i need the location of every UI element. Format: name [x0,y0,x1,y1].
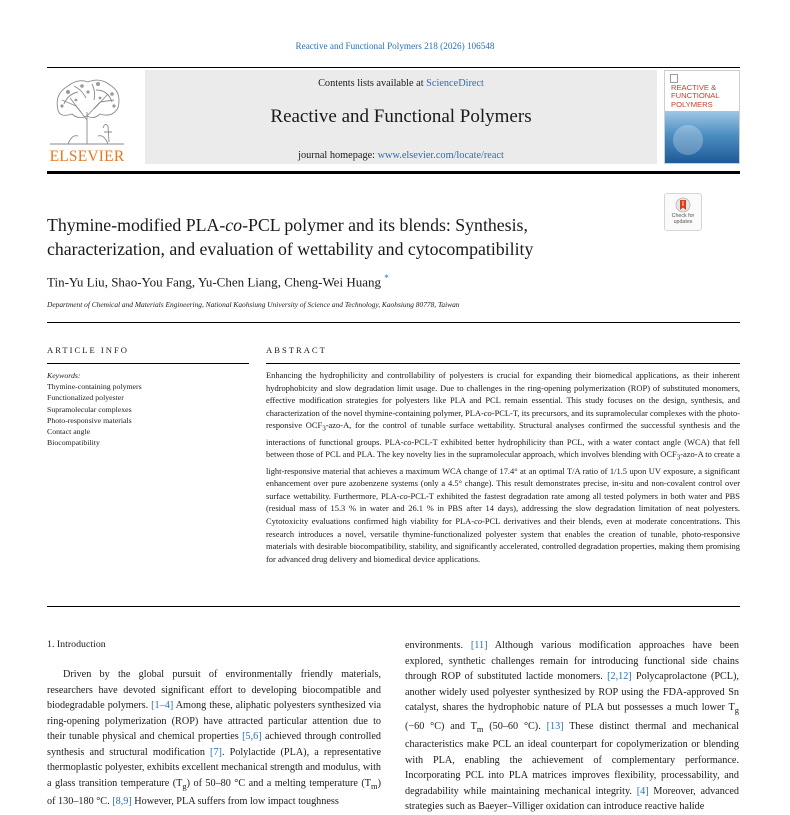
check-for-updates-button[interactable] [664,193,702,231]
check-updates-line: updates [673,218,693,225]
reference-link[interactable]: [1–4] [151,700,174,711]
elsevier-wordmark: ELSEVIER [49,148,125,165]
journal-homepage-link[interactable]: www.elsevier.com/locate/react [377,150,504,161]
check-updates-line: Check for [671,213,695,219]
body-text: These distinct thermal and mechanical characteristics make PCL an ideal counterpart for copolymerization or blending with PLA, enabling the achievement of complementary performance. Incorporating PCL into PLA matrices improves flexibility, processability, and degradability while maintaining mechanical integrity. [405,720,740,797]
author-name[interactable]: Shao-You Fang [111,274,192,290]
body-text: Moreover, advanced strategies such as Baeyer–Villiger oxidation can introduce reactive halide [405,785,739,813]
introduction-heading: 1. Introduction [47,639,106,650]
abstract-rule [266,363,740,364]
body-text: Polycaprolactone (PCL), another widely used polyester synthesized by ROP using the FDA-approved Sn catalyst, shares the hydrophobic nature of PLA but possesses a much lower T [405,671,739,713]
reference-link[interactable]: [13] [546,720,564,732]
keyword: Functionalized polyester [47,393,124,403]
cover-image [665,111,739,163]
header-bottom-rule [47,171,740,174]
header-top-rule [47,67,740,68]
check-updates-label [665,214,701,226]
abstract-heading: ABSTRACT [266,345,327,355]
reference-link[interactable]: [4] [636,785,649,797]
sciencedirect-link[interactable]: ScienceDirect [426,78,484,89]
title-part: -PCL polymer and its blends: Synthesis, [242,215,528,235]
author-name[interactable]: Cheng-Wei Huang [284,274,381,290]
body-text: ) of 50–80 °C and a melting temperature (T [186,777,371,789]
abstract-text: Enhancing the hydrophilicity and controllability of polyesters is crucial for expanding their biomedical applications, as their inherent hydrophobicity and slow degradation limit usage. Due to challenges in the ring-opening polymerization (ROP) of substituted monomers, effective modification strategies for polyesters like PLA and PCL remain essential. This study focuses on the design, synthesis, and characterization of the novel thymine-containing polymer, PLA-co-PCL-T, its precursors, and its supramolecular complexes with the photo-responsive $OCF_3-azo-A$, for the control of tunable surface wettability. Structural analyses confirmed the successful synthesis and the interactions of functional groups. PLA-co-PCL-T exhibited better hydrophilicity than PCL, with a water contact angle (WCA) that fell between those of PCL and PLA. The key novelty lies in the supramolecular approach, which involves blending with $OCF_3-azo-A$ to create a light-responsive material that achieves a maximum WCA change of 17.4° at an optimal T/A ratio of 1/1.5 upon UV exposure, a significant enhancement over pure azobenzene systems (only a 4.5° change). This result demonstrates precise, in-situ and non-covalent control over surface wettability. Furthermore, PLA-co-PCL-T exhibited the fastest degradation rate among all tested polymers in both water and PBS (residual mass of 15.3 % in water and 26.1 % in PBS after 14 days), addressing the slow degradation limitation of neat polyesters. Cytotoxicity evaluations confirmed high viability for PLA-co-PCL derivatives and their blends, even at moderate concentrations. This research introduces a novel, versatile thymine-functionalized polyester system that enables the creation of tunable, photo-responsive materials with desirable biocompatibility, stability, and significantly accelerated, controlled degradation properties, making them promising for advanced drug delivery and biomedical device applications. [266,370,741,564]
check-updates-icon [675,197,691,214]
corresponding-author-mark[interactable]: * [384,273,389,283]
subscript: m [476,723,484,734]
author-affiliation: Department of Chemical and Materials Engineering, National Kaohsiung University of Science and Technology, Kaohsiung 80778, Taiwan [47,300,460,309]
article-info-heading: ARTICLE INFO [47,345,129,355]
cover-title-line: REACTIVE & [671,83,717,92]
journal-cover-thumbnail[interactable] [664,70,740,164]
journal-title: Reactive and Functional Polymers [270,106,532,127]
article-title [47,213,637,261]
journal-masthead [145,70,657,164]
introduction-column-left [47,667,381,810]
journal-citation-link[interactable]: Reactive and Functional Polymers 218 (2026) 106548 [295,41,495,51]
reference-link[interactable]: [2,12] [607,671,632,682]
article-info-rule [47,363,249,364]
keyword: Thymine-containing polymers [47,382,142,392]
subscript: g [182,780,187,791]
keywords-block [47,370,247,448]
abstract-end-rule [47,606,740,607]
body-text: However, PLA suffers from low impact toughness [131,796,339,808]
body-text: Driven by the global pursuit of environmentally friendly materials, researchers have devoted significant effort to developing biocompatible and biodegradable polymers. [47,669,381,711]
contents-availability-line [145,78,657,89]
homepage-prefix: journal homepage: [298,150,378,161]
cover-title-line: POLYMERS [671,99,713,109]
body-text: . Polylactide (PLA), a representative thermoplastic polyester, exhibits excellent mechanical strength and modulus, with a glass transition temperature (T [47,746,381,789]
body-text: (50–60 °C). [483,720,547,732]
reference-link[interactable]: [8,9] [112,796,132,808]
cover-publisher-mark [670,74,678,83]
section-divider [47,322,740,323]
cover-title [671,84,737,109]
elsevier-tree-icon [48,76,126,146]
cover-title-line: FUNCTIONAL [671,91,720,101]
reference-link[interactable]: [7] [210,746,222,758]
elsevier-logo[interactable] [46,76,128,164]
journal-homepage-line [145,150,657,161]
title-part: Thymine-modified PLA- [47,215,226,235]
introduction-column-right [405,638,739,815]
title-italic-part: co [225,215,243,235]
title-part: characterization, and evaluation of wettability and cytocompatibility [47,239,534,259]
body-text: (−60 °C) and T [405,720,477,732]
body-text: achieved through controlled synthesis and structural modification [47,731,381,758]
reference-link[interactable]: [5,6] [242,731,262,742]
author-name[interactable]: Yu-Chen Liang [197,274,278,290]
subscript: g [734,705,739,716]
body-text: environments. [405,640,471,651]
keywords-label: Keywords: [47,371,81,380]
keyword: Contact angle [47,427,91,437]
body-text: ) of 130–180 °C. [47,777,381,808]
author-list: Tin-Yu Liu, Shao-You Fang, Yu-Chen Liang, Cheng-Wei Huang * [47,273,389,290]
subscript: m [370,780,378,791]
body-text: Among these, aliphatic polyesters synthesized via ring-opening polymerization (ROP) have attracted particular attention due to their tunable physical and chemical properties [47,700,382,742]
author-name[interactable]: Tin-Yu Liu [47,274,105,290]
keyword: Photo-responsive materials [47,415,132,425]
keyword: Supramolecular complexes [47,404,132,414]
keyword: Biocompatibility [47,438,100,448]
contents-prefix: Contents lists available at [318,78,427,89]
reference-link[interactable]: [11] [470,640,488,651]
body-text: Although various modification approaches have been explored, synthetic challenges remain for introducing functional side chains through ROP of substituted lactide monomers. [405,640,739,682]
